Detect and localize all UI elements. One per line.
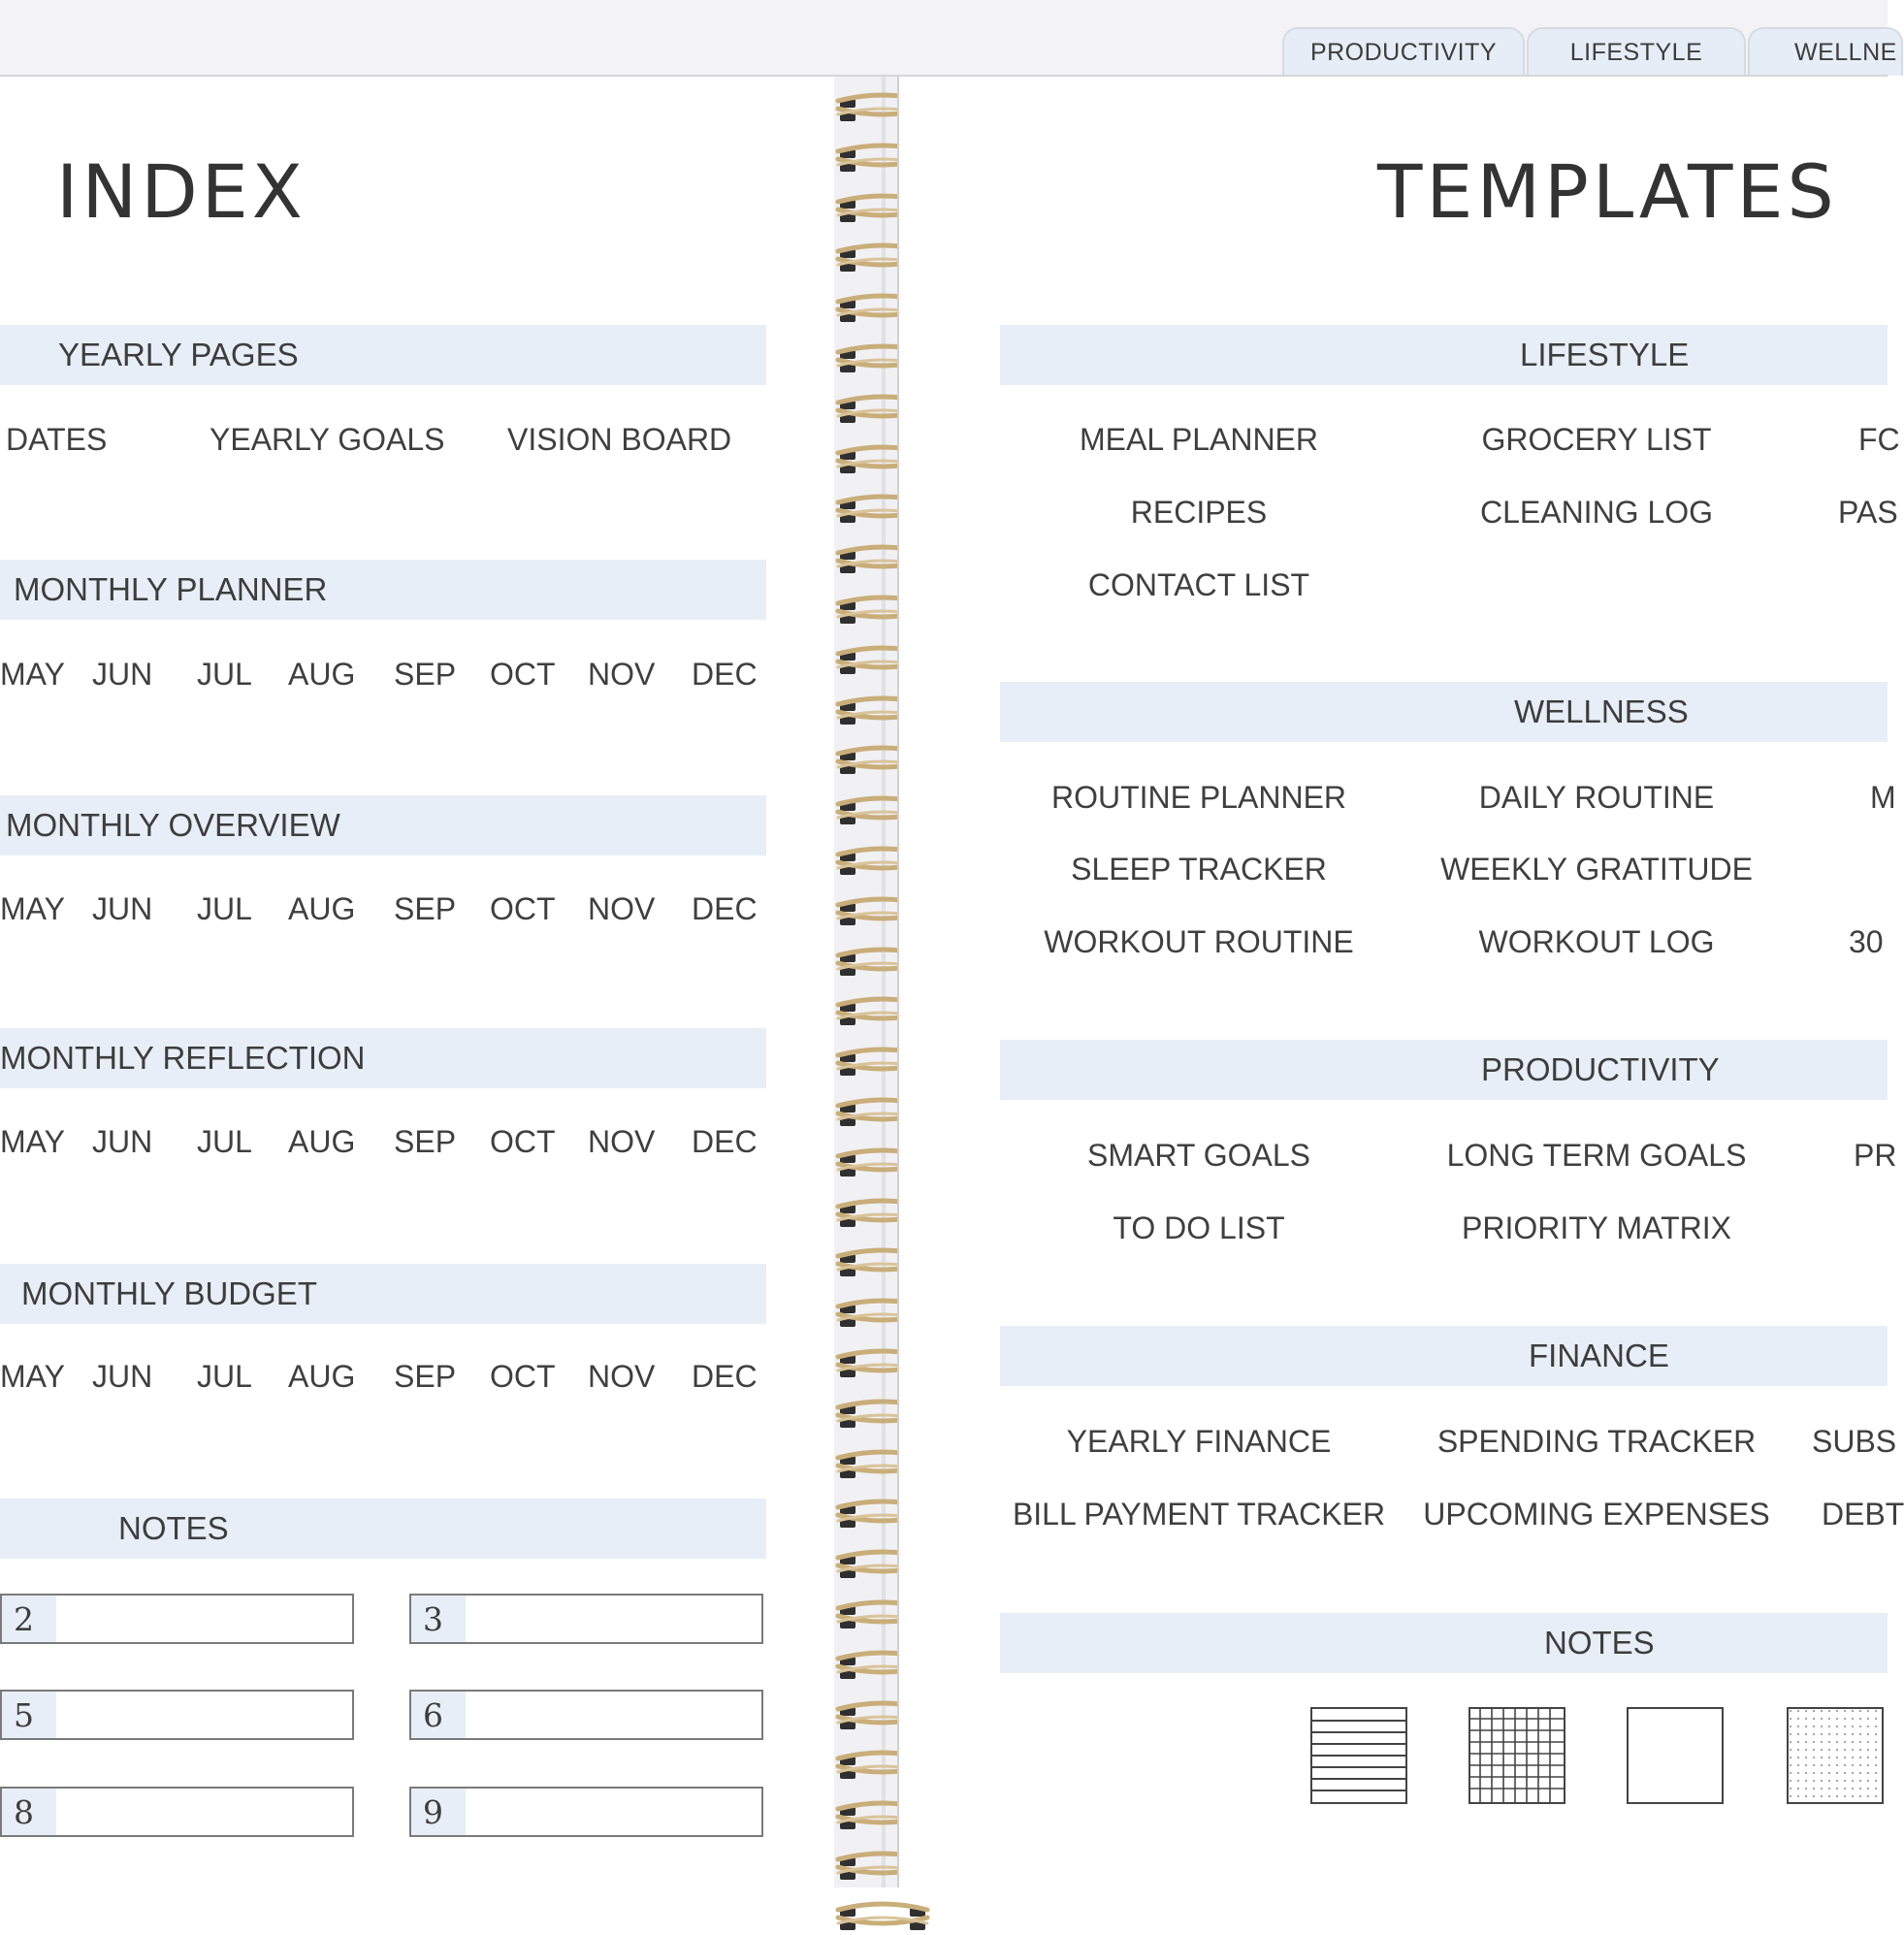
note-page-field[interactable] xyxy=(0,1594,354,1644)
note-page-number: 9 xyxy=(411,1789,466,1835)
month-link-jul[interactable]: JUL xyxy=(197,1124,252,1159)
link-lifestyle-col3-row1[interactable]: FC xyxy=(1858,422,1900,457)
month-link-oct[interactable]: OCT xyxy=(490,891,556,926)
link-routine-planner[interactable]: ROUTINE PLANNER xyxy=(1050,780,1347,815)
section-heading: MONTHLY BUDGET xyxy=(21,1275,317,1311)
month-link-sep[interactable]: SEP xyxy=(394,891,457,926)
note-page-field[interactable] xyxy=(0,1787,354,1837)
section-monthly-budget[interactable] xyxy=(0,1264,766,1324)
section-heading: YEARLY PAGES xyxy=(58,337,299,372)
link-meal-planner[interactable]: MEAL PLANNER xyxy=(1080,422,1318,457)
month-link-aug[interactable]: AUG xyxy=(288,1124,356,1159)
section-heading: MONTHLY OVERVIEW xyxy=(6,807,340,843)
month-link-may[interactable]: MAY xyxy=(0,1359,65,1394)
month-link-oct[interactable]: OCT xyxy=(490,657,556,692)
link-recipes[interactable]: RECIPES xyxy=(1130,495,1268,530)
month-link-aug[interactable]: AUG xyxy=(288,1359,356,1394)
month-link-jul[interactable]: JUL xyxy=(197,657,252,692)
section-templates-notes[interactable] xyxy=(1000,1613,1888,1673)
month-link-may[interactable]: MAY xyxy=(0,1124,65,1159)
link-contact-list[interactable]: CONTACT LIST xyxy=(1087,567,1310,602)
blank-paper-icon[interactable] xyxy=(1627,1707,1724,1804)
tab-lifestyle[interactable]: LIFESTYLE xyxy=(1527,27,1746,76)
tab-wellness[interactable]: WELLNE xyxy=(1748,27,1903,76)
link-smart-goals[interactable]: SMART GOALS xyxy=(1087,1138,1310,1173)
tab-productivity[interactable]: PRODUCTIVITY xyxy=(1282,27,1525,76)
month-link-sep[interactable]: SEP xyxy=(394,1124,457,1159)
section-heading: LIFESTYLE xyxy=(1520,337,1690,372)
month-link-jun[interactable]: JUN xyxy=(92,657,153,692)
month-link-jun[interactable]: JUN xyxy=(92,1124,153,1159)
section-monthly-planner[interactable] xyxy=(0,560,766,620)
section-monthly-overview[interactable] xyxy=(0,795,766,855)
note-page-number: 6 xyxy=(411,1692,466,1738)
section-heading: FINANCE xyxy=(1529,1338,1669,1373)
month-link-dec[interactable]: DEC xyxy=(692,1124,758,1159)
link-weekly-gratitude[interactable]: WEEKLY GRATITUDE xyxy=(1440,852,1753,887)
month-link-oct[interactable]: OCT xyxy=(490,1359,556,1394)
section-lifestyle[interactable] xyxy=(1000,325,1888,385)
lined-paper-icon[interactable] xyxy=(1310,1707,1407,1804)
link-lifestyle-col3-row2[interactable]: PAS xyxy=(1838,495,1898,530)
link-long-term-goals[interactable]: LONG TERM GOALS xyxy=(1446,1138,1747,1173)
section-monthly-reflection[interactable] xyxy=(0,1028,766,1088)
month-link-nov[interactable]: NOV xyxy=(588,657,656,692)
section-heading: NOTES xyxy=(1544,1625,1655,1661)
month-link-jun[interactable]: JUN xyxy=(92,891,153,926)
month-link-jul[interactable]: JUL xyxy=(197,891,252,926)
link-bill-payment-tracker[interactable]: BILL PAYMENT TRACKER xyxy=(1012,1497,1386,1532)
link-dates[interactable]: DATES xyxy=(6,422,108,457)
templates-title: TEMPLATES xyxy=(1377,148,1838,235)
note-page-number: 8 xyxy=(2,1789,56,1835)
section-wellness[interactable] xyxy=(1000,682,1888,742)
month-link-oct[interactable]: OCT xyxy=(490,1124,556,1159)
link-productivity-col3-row1[interactable]: PR xyxy=(1854,1138,1897,1173)
binding-coil xyxy=(832,1900,933,1935)
link-finance-col3-row2[interactable]: DEBT xyxy=(1822,1497,1904,1532)
note-page-field[interactable] xyxy=(409,1594,763,1644)
month-link-nov[interactable]: NOV xyxy=(588,891,656,926)
section-heading: WELLNESS xyxy=(1514,693,1689,729)
section-heading: NOTES xyxy=(118,1510,229,1546)
link-sleep-tracker[interactable]: SLEEP TRACKER xyxy=(1071,852,1327,887)
month-link-aug[interactable]: AUG xyxy=(288,657,356,692)
section-finance[interactable] xyxy=(1000,1326,1888,1386)
section-yearly-pages[interactable] xyxy=(0,325,766,385)
note-page-field[interactable] xyxy=(409,1787,763,1837)
link-grocery-list[interactable]: GROCERY LIST xyxy=(1481,422,1712,457)
link-wellness-col3-row1[interactable]: M xyxy=(1870,780,1896,815)
dotted-paper-icon[interactable] xyxy=(1787,1707,1884,1804)
link-to-do-list[interactable]: TO DO LIST xyxy=(1113,1210,1285,1245)
link-priority-matrix[interactable]: PRIORITY MATRIX xyxy=(1462,1210,1731,1245)
link-vision-board[interactable]: VISION BOARD xyxy=(507,422,732,457)
month-link-dec[interactable]: DEC xyxy=(692,891,758,926)
month-link-dec[interactable]: DEC xyxy=(692,657,758,692)
section-heading: PRODUCTIVITY xyxy=(1481,1051,1720,1087)
note-page-field[interactable] xyxy=(0,1690,354,1740)
link-spending-tracker[interactable]: SPENDING TRACKER xyxy=(1436,1424,1757,1459)
link-yearly-finance[interactable]: YEARLY FINANCE xyxy=(1066,1424,1332,1459)
note-page-field[interactable] xyxy=(409,1690,763,1740)
note-page-number: 5 xyxy=(2,1692,56,1738)
month-link-may[interactable]: MAY xyxy=(0,657,65,692)
link-yearly-goals[interactable]: YEARLY GOALS xyxy=(210,422,445,457)
link-upcoming-expenses[interactable]: UPCOMING EXPENSES xyxy=(1423,1497,1770,1532)
note-page-number: 2 xyxy=(2,1596,56,1642)
link-daily-routine[interactable]: DAILY ROUTINE xyxy=(1478,780,1715,815)
month-link-sep[interactable]: SEP xyxy=(394,657,457,692)
month-link-nov[interactable]: NOV xyxy=(588,1124,656,1159)
link-workout-routine[interactable]: WORKOUT ROUTINE xyxy=(1044,924,1354,959)
month-link-jun[interactable]: JUN xyxy=(92,1359,153,1394)
section-index-notes[interactable] xyxy=(0,1499,766,1559)
section-heading: MONTHLY REFLECTION xyxy=(0,1040,366,1076)
month-link-may[interactable]: MAY xyxy=(0,891,65,926)
link-finance-col3-row1[interactable]: SUBS xyxy=(1812,1424,1897,1459)
index-title: INDEX xyxy=(56,148,307,235)
section-heading: MONTHLY PLANNER xyxy=(14,571,328,607)
section-productivity[interactable] xyxy=(1000,1040,1888,1100)
month-link-dec[interactable]: DEC xyxy=(692,1359,758,1394)
link-wellness-col3-row3[interactable]: 30 xyxy=(1849,924,1884,959)
note-page-number: 3 xyxy=(411,1596,466,1642)
month-link-nov[interactable]: NOV xyxy=(588,1359,656,1394)
month-link-jul[interactable]: JUL xyxy=(197,1359,252,1394)
link-workout-log[interactable]: WORKOUT LOG xyxy=(1478,924,1715,959)
month-link-aug[interactable]: AUG xyxy=(288,891,356,926)
link-cleaning-log[interactable]: CLEANING LOG xyxy=(1479,495,1714,530)
month-link-sep[interactable]: SEP xyxy=(394,1359,457,1394)
grid-paper-icon[interactable] xyxy=(1468,1707,1565,1804)
